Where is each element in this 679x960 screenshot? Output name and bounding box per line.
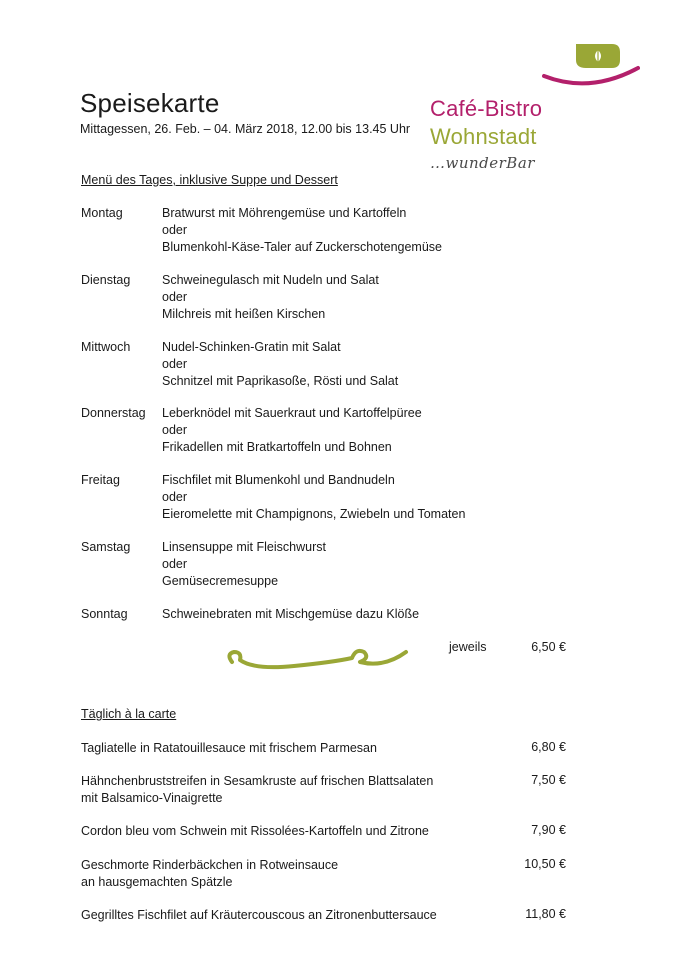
- dish-line: Milchreis mit heißen Kirschen: [162, 306, 326, 321]
- dish-line: oder: [162, 222, 188, 237]
- item-price: 7,90 €: [531, 823, 566, 837]
- dish-line: oder: [162, 556, 188, 571]
- dish-line: oder: [162, 422, 188, 437]
- swirl-ornament-icon: [224, 644, 410, 674]
- item-price: 6,80 €: [531, 740, 566, 754]
- brand-tagline: …wunderBar: [430, 154, 535, 172]
- day-dishes: [162, 539, 326, 589]
- item-line: mit Balsamico-Vinaigrette: [81, 791, 223, 805]
- section-heading-menu: Menü des Tages, inklusive Suppe und Dessert: [81, 173, 338, 187]
- dish-line: Blumenkohl-Käse-Taler auf Zuckerschotengemüse: [162, 239, 442, 254]
- day-label: Mittwoch: [81, 340, 131, 354]
- menu-price: 6,50 €: [531, 640, 566, 654]
- dish-line: oder: [162, 489, 188, 504]
- day-dishes: [162, 405, 422, 455]
- a-la-carte-item: [81, 823, 429, 840]
- dish-line: Schnitzel mit Paprikasoße, Rösti und Salat: [162, 373, 399, 388]
- dish-line: oder: [162, 289, 188, 304]
- day-dishes: [162, 339, 398, 389]
- dish-line: Nudel-Schinken-Gratin mit Salat: [162, 340, 341, 354]
- brand-line-2: Wohnstadt: [430, 124, 537, 149]
- dish-line: Linsensuppe mit Fleischwurst: [162, 540, 326, 554]
- item-line: Hähnchenbruststreifen in Sesamkruste auf frischen Blattsalaten: [81, 774, 434, 788]
- a-la-carte-item: [81, 857, 338, 891]
- dish-line: Leberknödel mit Sauerkraut und Kartoffelpüree: [162, 406, 422, 420]
- item-line: Tagliatelle in Ratatouillesauce mit frischem Parmesan: [81, 741, 377, 755]
- dish-line: Bratwurst mit Möhrengemüse und Kartoffeln: [162, 206, 407, 220]
- item-line: an hausgemachten Spätzle: [81, 875, 233, 889]
- page-subtitle: Mittagessen, 26. Feb. – 04. März 2018, 12.00 bis 13.45 Uhr: [80, 122, 411, 136]
- cup-icon: [540, 38, 640, 94]
- day-label: Sonntag: [81, 607, 128, 621]
- day-label: Donnerstag: [81, 406, 146, 420]
- dish-line: Eieromelette mit Champignons, Zwiebeln und Tomaten: [162, 506, 466, 521]
- item-price: 7,50 €: [531, 773, 566, 787]
- day-dishes: [162, 472, 465, 522]
- day-dishes: [162, 205, 442, 255]
- price-label: jeweils: [449, 640, 487, 654]
- a-la-carte-item: [81, 773, 433, 807]
- dish-line: oder: [162, 356, 188, 371]
- item-line: Gegrilltes Fischfilet auf Kräutercouscous an Zitronenbuttersauce: [81, 908, 437, 922]
- dish-line: Gemüsecremesuppe: [162, 573, 279, 588]
- day-label: Samstag: [81, 540, 131, 554]
- page-title: Speisekarte: [80, 88, 220, 118]
- dish-line: Fischfilet mit Blumenkohl und Bandnudeln: [162, 473, 395, 487]
- day-label: Montag: [81, 206, 123, 220]
- item-price: 11,80 €: [525, 907, 566, 921]
- section-heading-a-la-carte: Täglich à la carte: [81, 707, 177, 721]
- day-dishes: [162, 272, 379, 322]
- a-la-carte-item: [81, 907, 437, 924]
- item-line: Geschmorte Rinderbäckchen in Rotweinsauce: [81, 858, 339, 872]
- dish-line: Schweinegulasch mit Nudeln und Salat: [162, 273, 379, 287]
- brand-line-1: Café-Bistro: [430, 96, 543, 121]
- day-label: Dienstag: [81, 273, 131, 287]
- day-dishes: [162, 606, 419, 623]
- day-label: Freitag: [81, 473, 120, 487]
- dish-line: Schweinebraten mit Mischgemüse dazu Klöße: [162, 607, 420, 621]
- a-la-carte-item: [81, 740, 377, 757]
- item-price: 10,50 €: [524, 857, 566, 871]
- dish-line: Frikadellen mit Bratkartoffeln und Bohnen: [162, 439, 392, 454]
- item-line: Cordon bleu vom Schwein mit Rissolées-Kartoffeln und Zitrone: [81, 824, 429, 838]
